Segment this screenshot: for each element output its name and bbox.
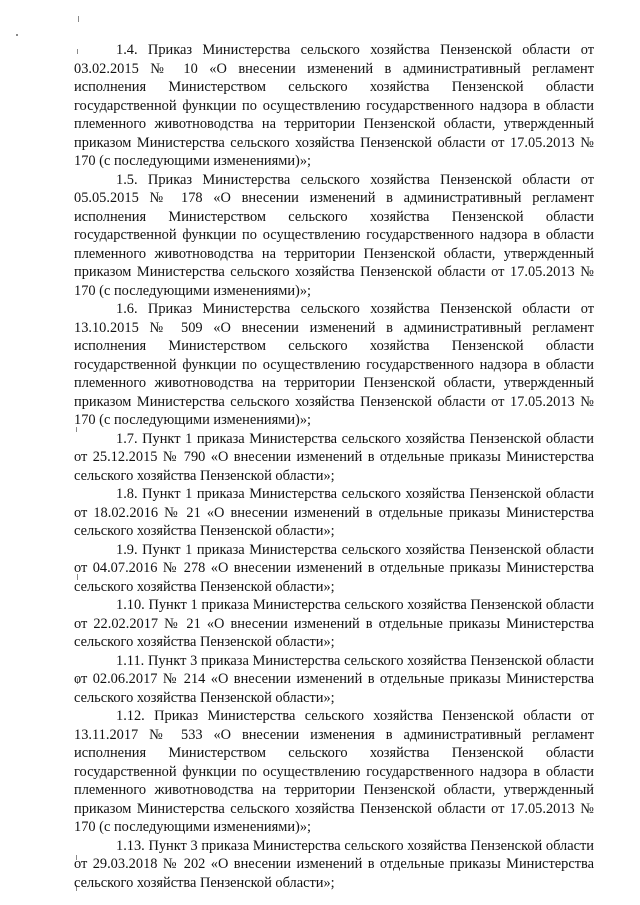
paragraph-1-8: 1.8. Пункт 1 приказа Министерства сельского хозяйства Пензенской области от 18.02.2016 № 21 «О внесении изменений в отдельные приказы Министерства сельского хозяйства Пензенской области»; (74, 486, 594, 539)
paragraph-1-6: 1.6. Приказ Министерства сельского хозяйства Пензенской области от 13.10.2015 № 509 «О внесении изменений в административный регламент исполнения Министерством сельского хозяйства Пензенской области государственной функции по осуществлению государственного надзора в области племенного животноводства на территории Пензенской области, утвержденный приказом Министерства сельского хозяйства Пензенской области от 17.05.2013 № 170 (с последующими изменениями)»; (74, 301, 594, 428)
paragraph-1-10: 1.10. Пункт 1 приказа Министерства сельского хозяйства Пензенской области от 22.02.2017 № 21 «О внесении изменений в отдельные приказы Министерства сельского хозяйства Пензенской области»; (74, 597, 594, 650)
paragraph-1-5: 1.5. Приказ Министерства сельского хозяйства Пензенской области от 05.05.2015 № 178 «О внесении изменений в административный регламент исполнения Министерством сельского хозяйства Пензенской области государственной функции по осуществлению государственного надзора в области племенного животноводства на территории Пензенской области, утвержденный приказом Министерства сельского хозяйства Пензенской области от 17.05.2013 № 170 (с последующими изменениями)»; (74, 171, 594, 299)
paragraph-1-4: 1.4. Приказ Министерства сельского хозяйства Пензенской области от 03.02.2015 № 10 «О внесении изменений в административный регламент исполнения Министерством сельского хозяйства Пензенской области государственной функции по осуществлению государственного надзора в области племенного животноводства на территории Пензенской области, утвержденный приказом Министерства сельского хозяйства Пензенской области от 17.05.2013 № 170 (с последующими изменениями)»; (74, 42, 594, 169)
paragraph-1-7: 1.7. Пункт 1 приказа Министерства сельского хозяйства Пензенской области от 25.12.2015 № 790 «О внесении изменений в отдельные приказы Министерства сельского хозяйства Пензенской области»; (74, 430, 594, 484)
scan-speck (78, 16, 79, 22)
paragraph-1-11: 1.11. Пункт 3 приказа Министерства сельского хозяйства Пензенской области от 02.06.2017 № 214 «О внесении изменений в отдельные приказы Министерства сельского хозяйства Пензенской области»; (74, 652, 594, 706)
paragraph-1-12: 1.12. Приказ Министерства сельского хозяйства Пензенской области от 13.11.2017 № 533 «О внесении изменения в административный регламент исполнения Министерством сельского хозяйства Пензенской области государственной функции по осуществлению государственного надзора в области племенного животноводства на территории Пензенской области, утвержденный приказом Министерства сельского хозяйства Пензенской области от 17.05.2013 № 170 (с последующими изменениями)»; (74, 708, 594, 835)
paragraph-1-13: 1.13. Пункт 3 приказа Министерства сельского хозяйства Пензенской области от 29.03.2018 № 202 «О внесении изменений в отдельные приказы Министерства сельского хозяйства Пензенской области»; (74, 837, 594, 891)
scan-speck (16, 34, 18, 36)
paragraph-1-9: 1.9. Пункт 1 приказа Министерства сельского хозяйства Пензенской области от 04.07.2016 № 278 «О внесении изменений в отдельные приказы Министерства сельского хозяйства Пензенской области»; (74, 541, 594, 595)
document-body (74, 41, 594, 892)
